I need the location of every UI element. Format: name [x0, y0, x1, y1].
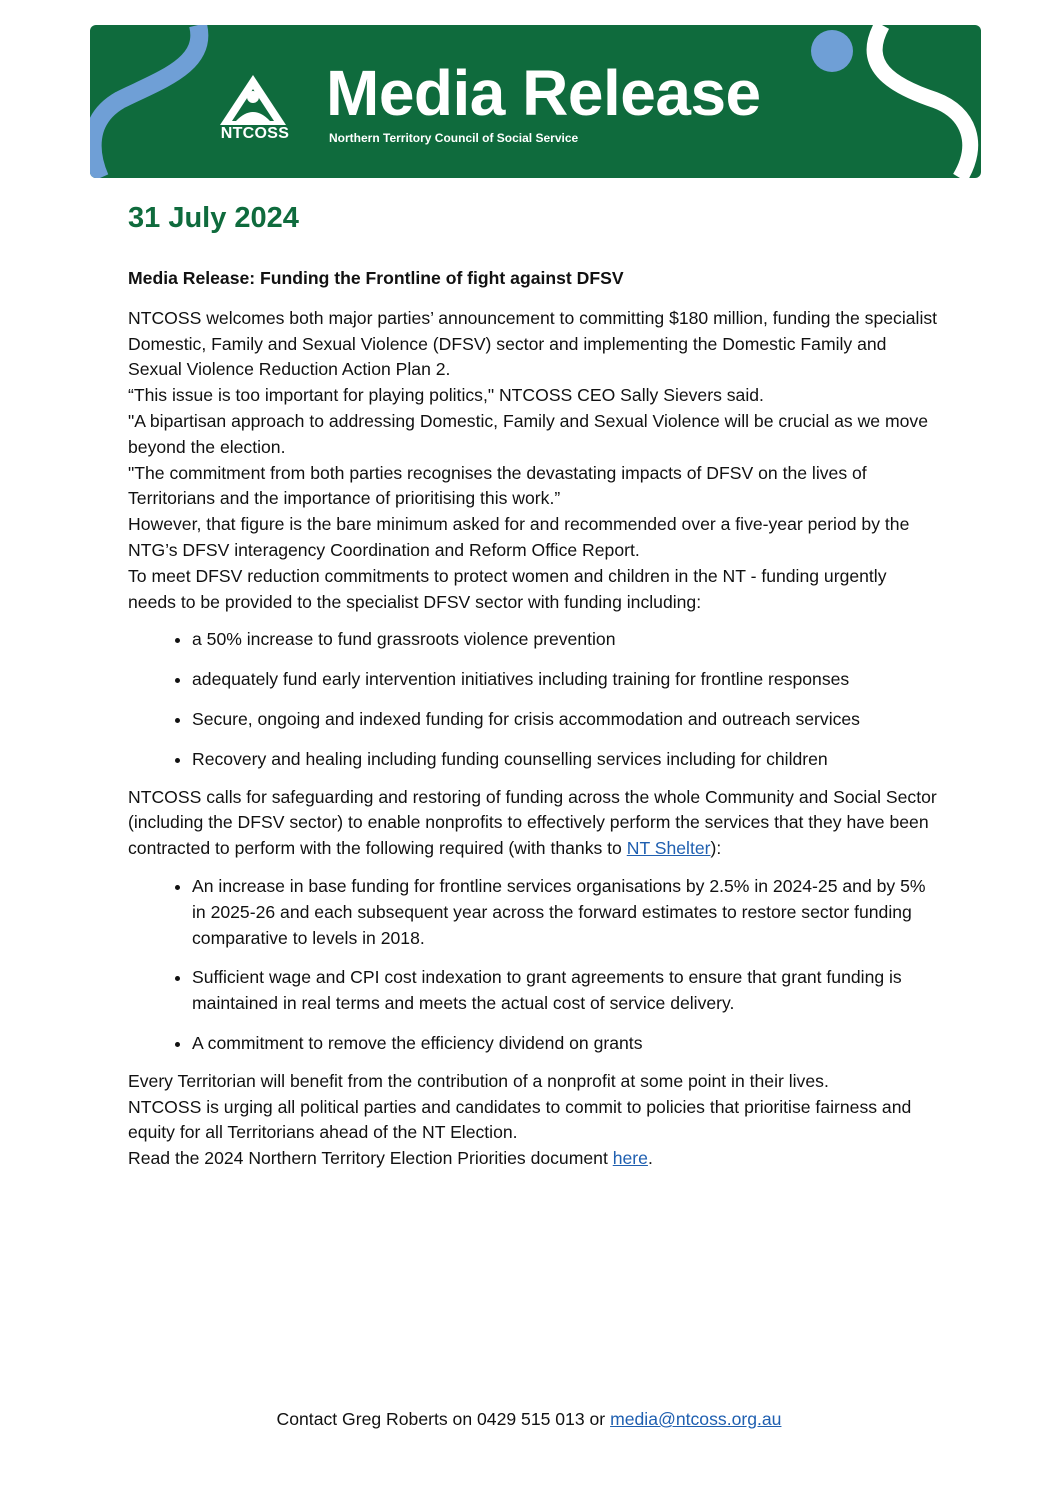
- calls-paragraph: [128, 785, 938, 862]
- calls-text: NTCOSS calls for safeguarding and restoring of funding across the whole Community and Social Sector (including the DFSV sector) to enable nonprofits to effectively perform the services that they have been contracted to perform with the following required (with thanks to: [128, 786, 937, 859]
- ntcoss-logo-icon: [218, 73, 288, 127]
- nt-shelter-link[interactable]: NT Shelter: [626, 838, 711, 859]
- list-item: • A commitment to remove the efficiency dividend on grants: [192, 1031, 938, 1057]
- read-line: [128, 1146, 938, 1172]
- contact-email-link[interactable]: media@ntcoss.org.au: [610, 1409, 782, 1429]
- list-item: • Sufficient wage and CPI cost indexation to grant agreements to ensure that grant funding is maintained in real terms and meets the actual cost of service delivery.: [192, 965, 938, 1017]
- calls-text-end: ):: [710, 838, 722, 859]
- intro-line: "A bipartisan approach to addressing Domestic, Family and Sexual Violence will be crucial as we move beyond the election.: [128, 410, 928, 457]
- list-item: • Secure, ongoing and indexed funding for crisis accommodation and outreach services: [192, 707, 938, 733]
- closing-line: Every Territorian will benefit from the contribution of a nonprofit at some point in their lives.: [128, 1070, 829, 1091]
- calls-line: [128, 785, 938, 862]
- media-release-banner: [90, 25, 981, 178]
- intro-line: NTCOSS welcomes both major parties’ announcement to committing $180 million, funding the specialist Domestic, Family and Sexual Violence (DFSV) sector and implementing the Domestic Family and Sexual Violence Reduction Action Plan 2.: [128, 307, 938, 380]
- intro-line: However, that figure is the bare minimum asked for and recommended over a five-year period by the NTG’s DFSV interagency Coordination and Reform Office Report.: [128, 514, 910, 560]
- priorities-document-link[interactable]: here: [612, 1148, 648, 1169]
- intro-line: To meet DFSV reduction commitments to protect women and children in the NT - funding urgently needs to be provided to the specialist DFSV sector with funding including:: [128, 565, 887, 612]
- contact-footer: [0, 1409, 1058, 1430]
- intro-paragraph: [128, 306, 938, 616]
- list-item: • An increase in base funding for frontline services organisations by 2.5% in 2024-25 and by 5% in 2025-26 and each subsequent year across the forward estimates to restore sector funding comparative to levels in 2018.: [192, 874, 938, 951]
- list-item: • adequately fund early intervention initiatives including training for frontline responses: [192, 667, 938, 693]
- closing-paragraph: [128, 1069, 938, 1172]
- banner-subtitle: Northern Territory Council of Social Service: [329, 131, 579, 145]
- read-text: Read the 2024 Northern Territory Election Priorities document: [128, 1148, 613, 1169]
- funding-priorities-list: [128, 627, 938, 772]
- banner-title: Media Release: [326, 57, 761, 129]
- read-text-end: .: [647, 1148, 653, 1169]
- intro-line: "The commitment from both parties recognises the devastating impacts of DFSV on the lives of Territorians and the importance of prioritising this work.”: [128, 462, 867, 509]
- release-date: 31 July 2024: [128, 202, 299, 234]
- required-measures-list: [128, 874, 938, 1057]
- list-item: • Recovery and healing including funding counselling services including for children: [192, 747, 938, 773]
- logo-abbreviation: NTCOSS: [220, 125, 290, 142]
- release-body: [128, 266, 938, 1172]
- closing-line: NTCOSS is urging all political parties and candidates to commit to policies that prioritise fairness and equity for all Territorians ahead of the NT Election.: [128, 1096, 912, 1143]
- release-headline: Media Release: Funding the Frontline of fight against DFSV: [128, 268, 624, 288]
- intro-line: “This issue is too important for playing politics," NTCOSS CEO Sally Sievers said.: [128, 385, 764, 406]
- list-item: • a 50% increase to fund grassroots violence prevention: [192, 627, 938, 653]
- contact-text: Contact Greg Roberts on 0429 515 013 or: [276, 1409, 611, 1429]
